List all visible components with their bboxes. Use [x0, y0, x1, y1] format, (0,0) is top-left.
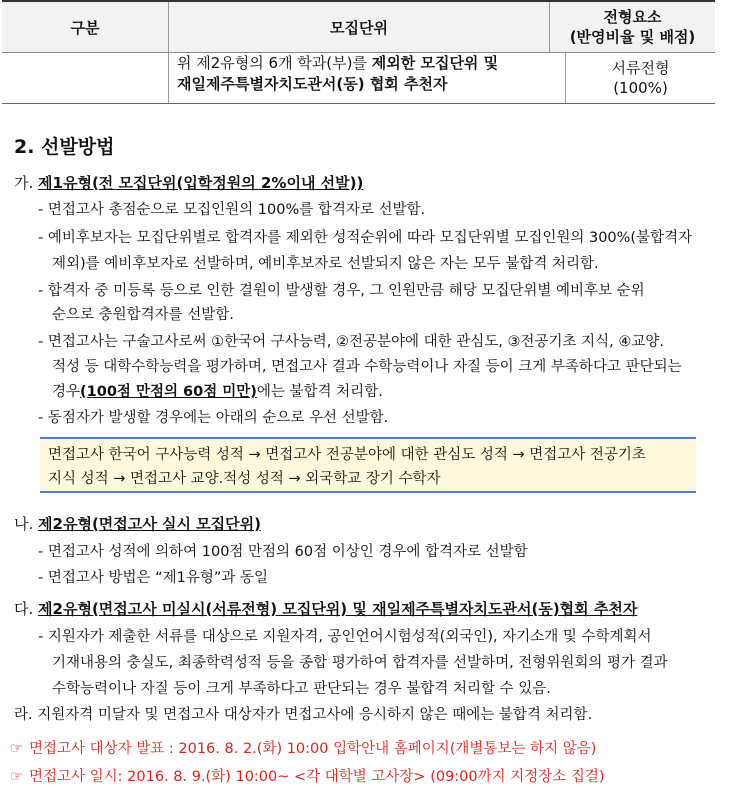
header-elements-line1: 전형요소 [603, 8, 662, 26]
cell-elements [566, 53, 715, 103]
na-title: 제2유형(면접고사 실시 모집단위) [38, 515, 261, 533]
ga-line-6: - 면접고사는 구술고사로써 ①한국어 구사능력, ②전공분야에 대한 관심도, ③전공기초 지식, ④교양. [38, 334, 665, 350]
header-unit: 모집단위 [169, 2, 550, 52]
table-row [2, 53, 715, 103]
ga-line-3: 제외)를 예비후보자로 선발하며, 예비후보자로 선발되지 않은 자는 모두 불합격 처리함. [52, 256, 599, 272]
subsection-da [14, 598, 637, 620]
na-line-1: - 면접고사 성적에 의하여 100점 만점의 60점 이상인 경우에 합격자로 선발함 [38, 544, 528, 560]
da-line-2: 기재내용의 충실도, 최종학력성적 등을 종합 평가하여 합격자를 선발하며, 전형위원회의 평가 결과 [52, 655, 668, 671]
notice-schedule-text: 면접고사 일시: 2016. 8. 9.(화) 10:00~ <각 대학별 고사장> (09:00까지 지정장소 집결) [29, 769, 605, 785]
table-header-row [2, 2, 715, 53]
cell-unit [169, 53, 566, 103]
na-line-2: - 면접고사 방법은 “제1유형”과 동일 [38, 570, 269, 586]
ga-line-8-c: 에는 불합격 처리함. [256, 384, 383, 400]
cell-unit-line2: 재일제주특별자치도관서(동) 협회 추천자 [177, 75, 448, 93]
ga-line-9: - 동점자가 발생할 경우에는 아래의 순으로 우선 선발함. [38, 410, 389, 426]
ga-line-7: 적성 등 대학수학능력을 평가하며, 면접고사 결과 수학능력이나 자질 등이 크게 부족하다고 판단되는 [52, 359, 682, 375]
ga-line-1: - 면접고사 총점순으로 모집인원의 100%를 합격자로 선발함. [38, 202, 426, 218]
da-line-1: - 지원자가 제출한 서류를 대상으로 지원자격, 공인언어시험성적(외국인), 자기소개 및 수학계획서 [38, 629, 652, 645]
cell-unit-line1 [177, 53, 498, 74]
ga-line-8-a: 경우 [52, 384, 81, 400]
cell-elements-line2: (100%) [613, 79, 668, 97]
ga-prefix: 가. [14, 174, 39, 192]
tiebreak-line1: 면접고사 한국어 구사능력 성적 → 면접고사 전공분야에 대한 관심도 성적 → 면접고사 전공기초 [48, 447, 646, 463]
da-title: 제2유형(면접고사 미실시(서류전형) 모집단위) 및 재일제주특별자치도관서(동)협회 추천자 [38, 600, 638, 618]
cell-category [2, 53, 169, 103]
cell-unit-line1-a: 위 제2유형의 6개 학과(부)를 [177, 54, 372, 72]
notice-announcement [10, 737, 596, 758]
pointing-hand-icon: ☞ [10, 769, 23, 785]
pointing-hand-icon: ☞ [10, 741, 23, 757]
header-elements [550, 2, 715, 52]
ga-line-5: 순으로 충원합격자를 선발함. [52, 307, 234, 323]
header-elements-line2: (반영비율 및 배점) [569, 28, 696, 46]
da-line-3: 수학능력이나 자질 등이 크게 부족하다고 판단되는 경우 불합격 처리할 수 있음. [52, 681, 551, 697]
da-prefix: 다. [14, 600, 39, 618]
subsection-ga [14, 172, 363, 194]
na-prefix: 나. [14, 515, 39, 533]
tiebreak-box [40, 437, 696, 493]
ga-line-8-b: (100점 만점의 60점 미만) [80, 384, 257, 400]
cell-unit-line1-b: 제외한 모집단위 및 [371, 54, 499, 72]
header-category: 구분 [2, 2, 169, 52]
tiebreak-line2: 지식 성적 → 면접고사 교양.적성 성적 → 외국학교 장기 수학자 [48, 471, 441, 487]
ga-line-4: - 합격자 중 미등록 등으로 인한 결원이 발생할 경우, 그 인원만큼 해당 모집단위별 예비후보 순위 [38, 283, 645, 299]
notice-announcement-text: 면접고사 대상자 발표 : 2016. 8. 2.(화) 10:00 입학안내 홈페이지(개별통보는 하지 않음) [29, 741, 597, 757]
section-title: 2. 선발방법 [14, 136, 115, 158]
subsection-ra: 라. 지원자격 미달자 및 면접고사 대상자가 면접고사에 응시하지 않은 때에는 불합격 처리함. [14, 707, 593, 723]
cell-elements-line1: 서류전형 [611, 59, 670, 77]
subsection-na [14, 513, 261, 535]
ga-title: 제1유형(전 모집단위(입학정원의 2%이내 선발)) [38, 174, 364, 192]
ga-line-8 [52, 381, 383, 403]
selection-table [2, 0, 715, 104]
ga-line-2: - 예비후보자는 모집단위별로 합격자를 제외한 성적순위에 따라 모집단위별 모집인원의 300%(불합격자 [38, 230, 693, 246]
notice-schedule [10, 765, 605, 786]
